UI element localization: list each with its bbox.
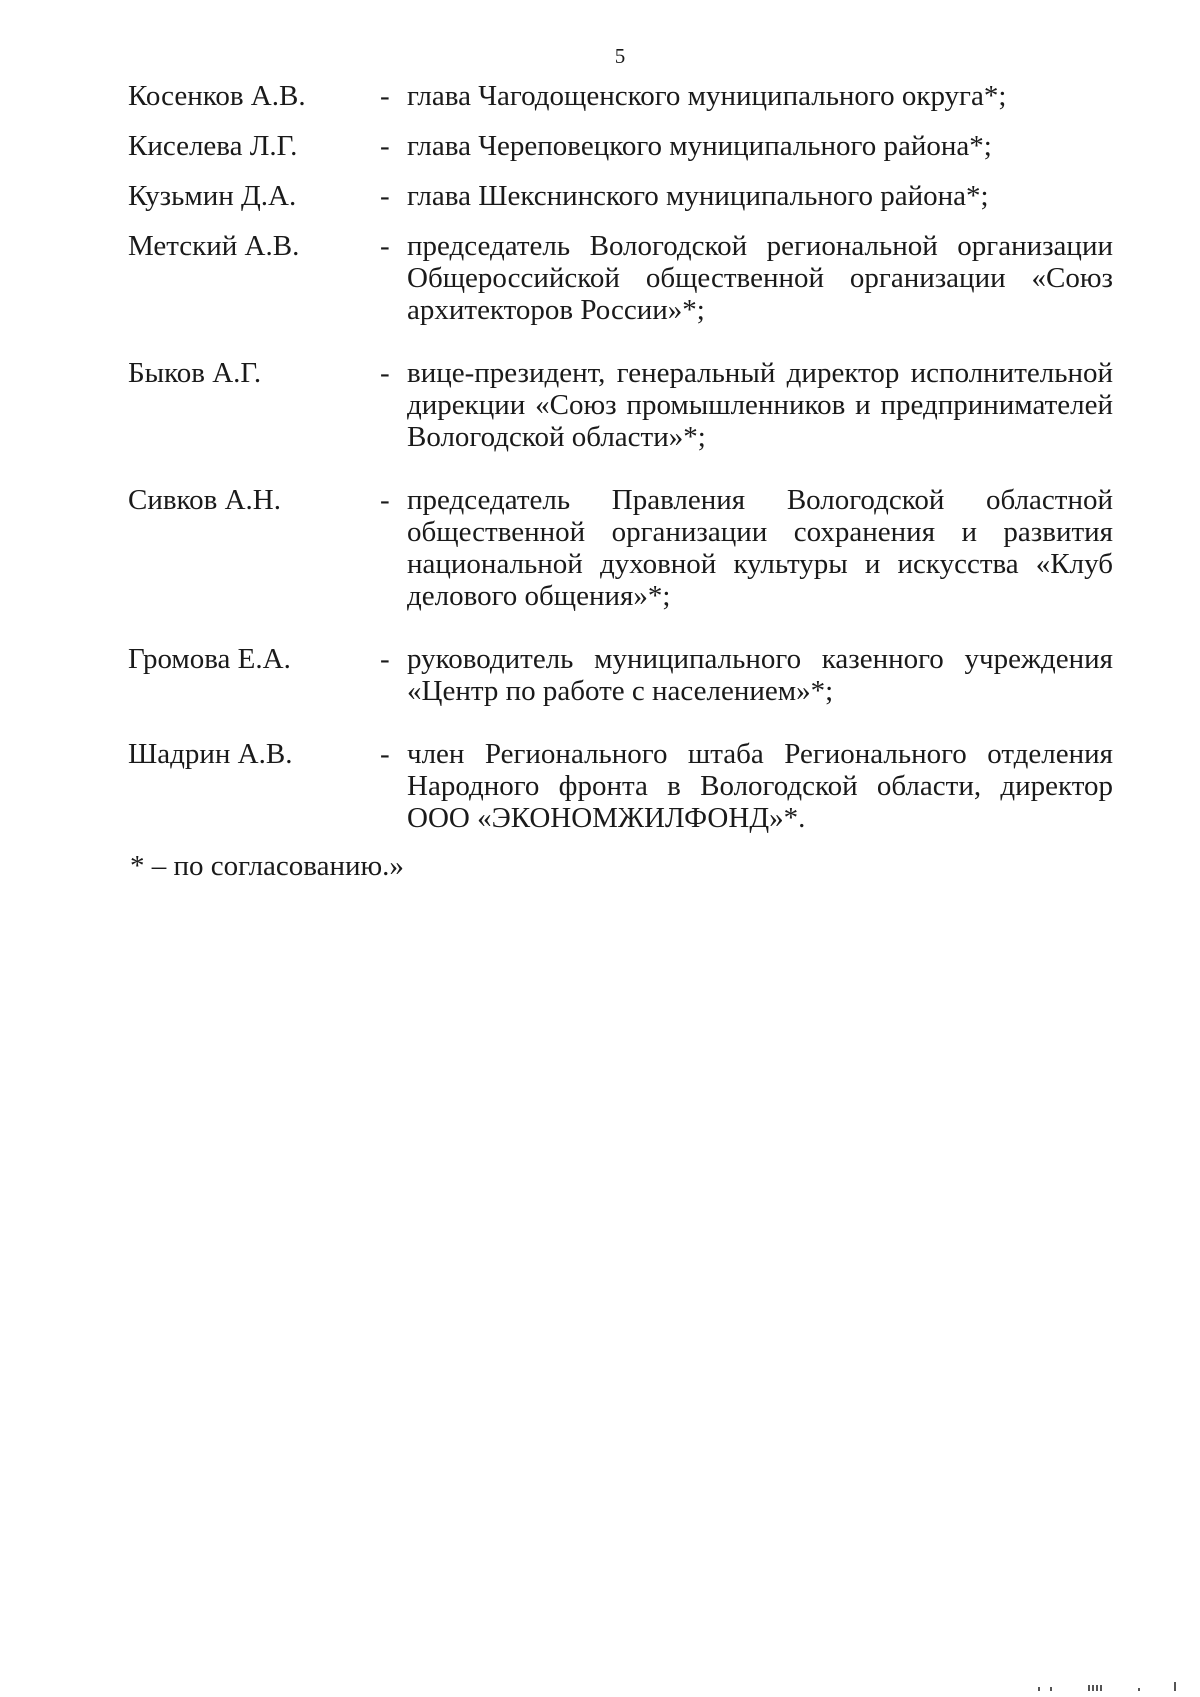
member-dash: - [380, 484, 390, 516]
member-dash: - [380, 80, 390, 112]
member-dash: - [380, 738, 390, 770]
member-list [128, 80, 1113, 854]
member-role: глава Череповецкого муниципального района*; [407, 130, 992, 162]
member-name: Кузьмин Д.А. [128, 180, 297, 212]
member-dash: - [380, 643, 390, 675]
list-item [128, 484, 1113, 612]
member-name: Шадрин А.В. [128, 738, 293, 770]
list-item [128, 738, 1113, 834]
member-role: председатель Вологодской региональной организации Общероссийской общественной организации «Союз архитекторов России»*; [407, 230, 1113, 326]
member-dash: - [380, 230, 390, 262]
member-dash: - [380, 130, 390, 162]
list-item [128, 230, 1113, 326]
list-item [128, 80, 1113, 112]
footnote: * – по согласованию.» [130, 850, 404, 882]
member-name: Сивков А.Н. [128, 484, 282, 516]
member-role: председатель Правления Вологодской областной общественной организации сохранения и развития национальной духовной культуры и искусства «Клуб делового общения»*; [407, 484, 1113, 612]
member-role: вице-президент, генеральный директор исполнительной дирекции «Союз промышленников и предпринимателей Вологодской области»*; [407, 357, 1113, 453]
member-role: руководитель муниципального казенного учреждения «Центр по работе с населением»*; [407, 643, 1113, 707]
list-item [128, 180, 1113, 212]
page-number: 5 [614, 44, 626, 68]
member-role: глава Шекснинского муниципального района*; [407, 180, 989, 212]
scan-artifact [1030, 1681, 1180, 1691]
member-name: Громова Е.А. [128, 643, 291, 675]
member-dash: - [380, 180, 390, 212]
member-name: Метский А.В. [128, 230, 300, 262]
member-role: глава Чагодощенского муниципального округа*; [407, 80, 1007, 112]
list-item [128, 643, 1113, 707]
member-dash: - [380, 357, 390, 389]
list-item [128, 130, 1113, 162]
member-name: Киселева Л.Г. [128, 130, 298, 162]
member-role: член Регионального штаба Регионального отделения Народного фронта в Вологодской области, директор ООО «ЭКОНОМЖИЛФОНД»*. [407, 738, 1113, 834]
member-name: Косенков А.В. [128, 80, 306, 112]
list-item [128, 357, 1113, 453]
member-name: Быков А.Г. [128, 357, 262, 389]
